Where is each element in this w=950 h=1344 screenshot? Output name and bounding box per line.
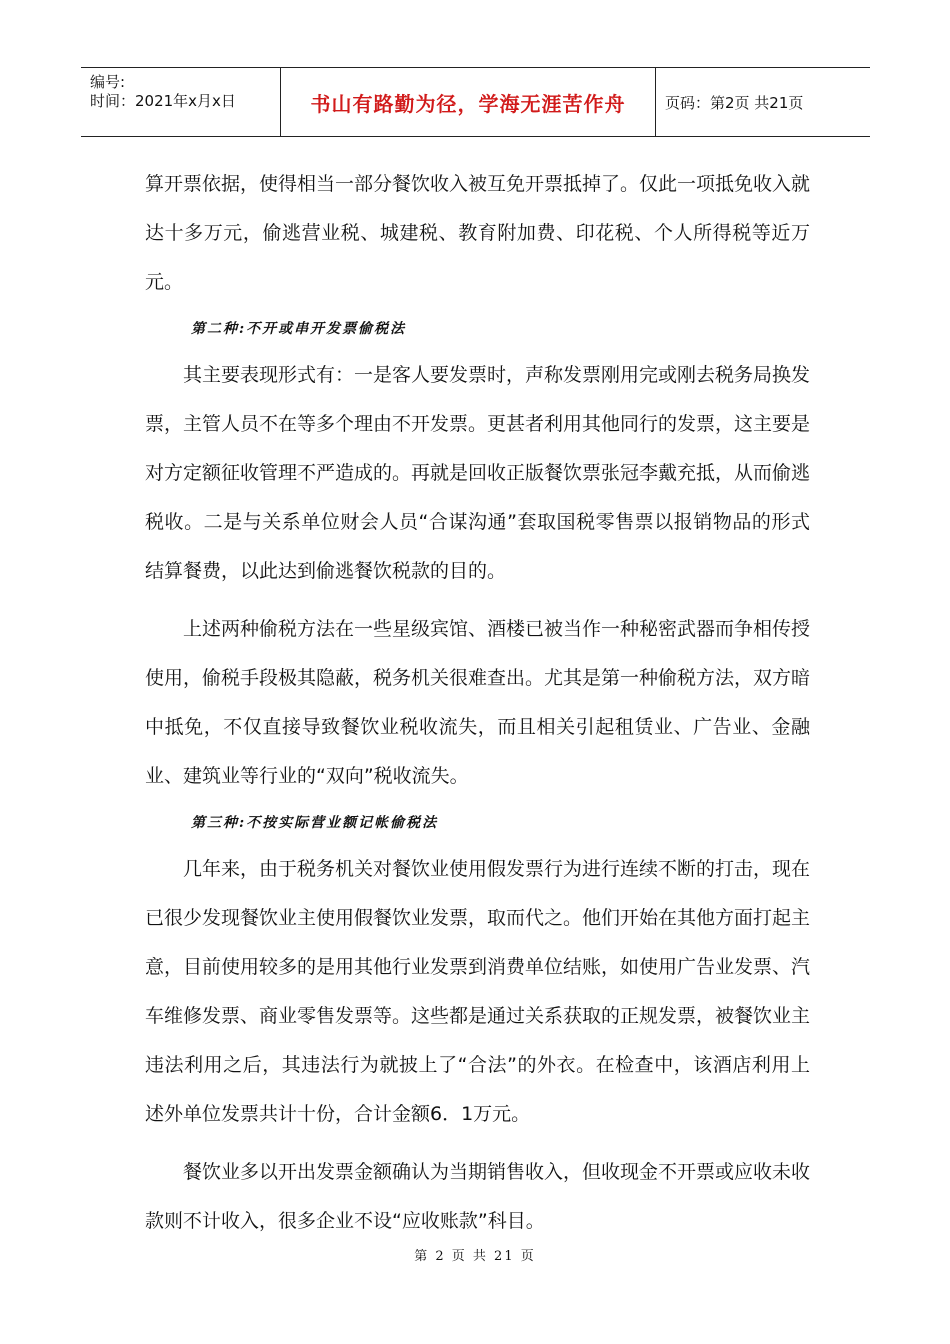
time-label: 时间：2021年x月x日 — [90, 92, 236, 110]
subheading-method-2: 第二种:不开或串开发票偷税法 — [191, 321, 407, 337]
header-meta-cell — [81, 68, 281, 136]
paragraph-3: 上述两种偷税方法在一些星级宾馆、酒楼已被当作一种秘密武器而争相传授使用，偷税手段极其隐蔽，税务机关很难查出。尤其是第一种偷税方法，双方暗中抵免，不仅直接导致餐饮业税收流失，而且相关引起租赁业、广告业、金融业、建筑业等行业的“双向”税收流失。 — [145, 618, 811, 787]
header-motto-cell — [281, 68, 656, 136]
subheading-method-3: 第三种:不按实际营业额记帐偷税法 — [191, 815, 439, 831]
paragraph-5: 餐饮业多以开出发票金额确认为当期销售收入，但收现金不开票或应收未收款则不计收入，很多企业不设“应收账款”科目。 — [145, 1161, 811, 1232]
paragraph-1: 算开票依据，使得相当一部分餐饮收入被互免开票抵掉了。仅此一项抵免收入就达十多万元，偷逃营业税、城建税、教育附加费、印花税、个人所得税等近万元。 — [145, 173, 811, 293]
header-page-cell — [656, 68, 870, 136]
page-info: 页码：第2页 共21页 — [665, 93, 804, 112]
document-header — [81, 67, 870, 137]
page-footer: 第 2 页 共 21 页 — [414, 1249, 536, 1264]
paragraph-2: 其主要表现形式有：一是客人要发票时，声称发票刚用完或刚去税务局换发票，主管人员不在等多个理由不开发票。更甚者利用其他同行的发票，这主要是对方定额征收管理不严造成的。再就是回收正版餐饮票张冠李戴充抵，从而偷逃税收。二是与关系单位财会人员“合谋沟通”套取国税零售票以报销物品的形式结算餐费，以此达到偷逃餐饮税款的目的。 — [145, 364, 811, 582]
document-body — [145, 160, 810, 1246]
motto-text: 书山有路勤为径，学海无涯苦作舟 — [310, 91, 626, 116]
number-label: 编号: — [90, 73, 126, 91]
paragraph-4: 几年来，由于税务机关对餐饮业使用假发票行为进行连续不断的打击，现在已很少发现餐饮业主使用假餐饮业发票，取而代之。他们开始在其他方面打起主意，目前使用较多的是用其他行业发票到消费单位结账，如使用广告业发票、汽车维修发票、商业零售发票等。这些都是通过关系获取的正规发票，被餐饮业主违法利用之后，其违法行为就披上了“合法”的外衣。在检查中，该酒店利用上述外单位发票共计十份，合计金额6．1万元。 — [145, 858, 811, 1125]
